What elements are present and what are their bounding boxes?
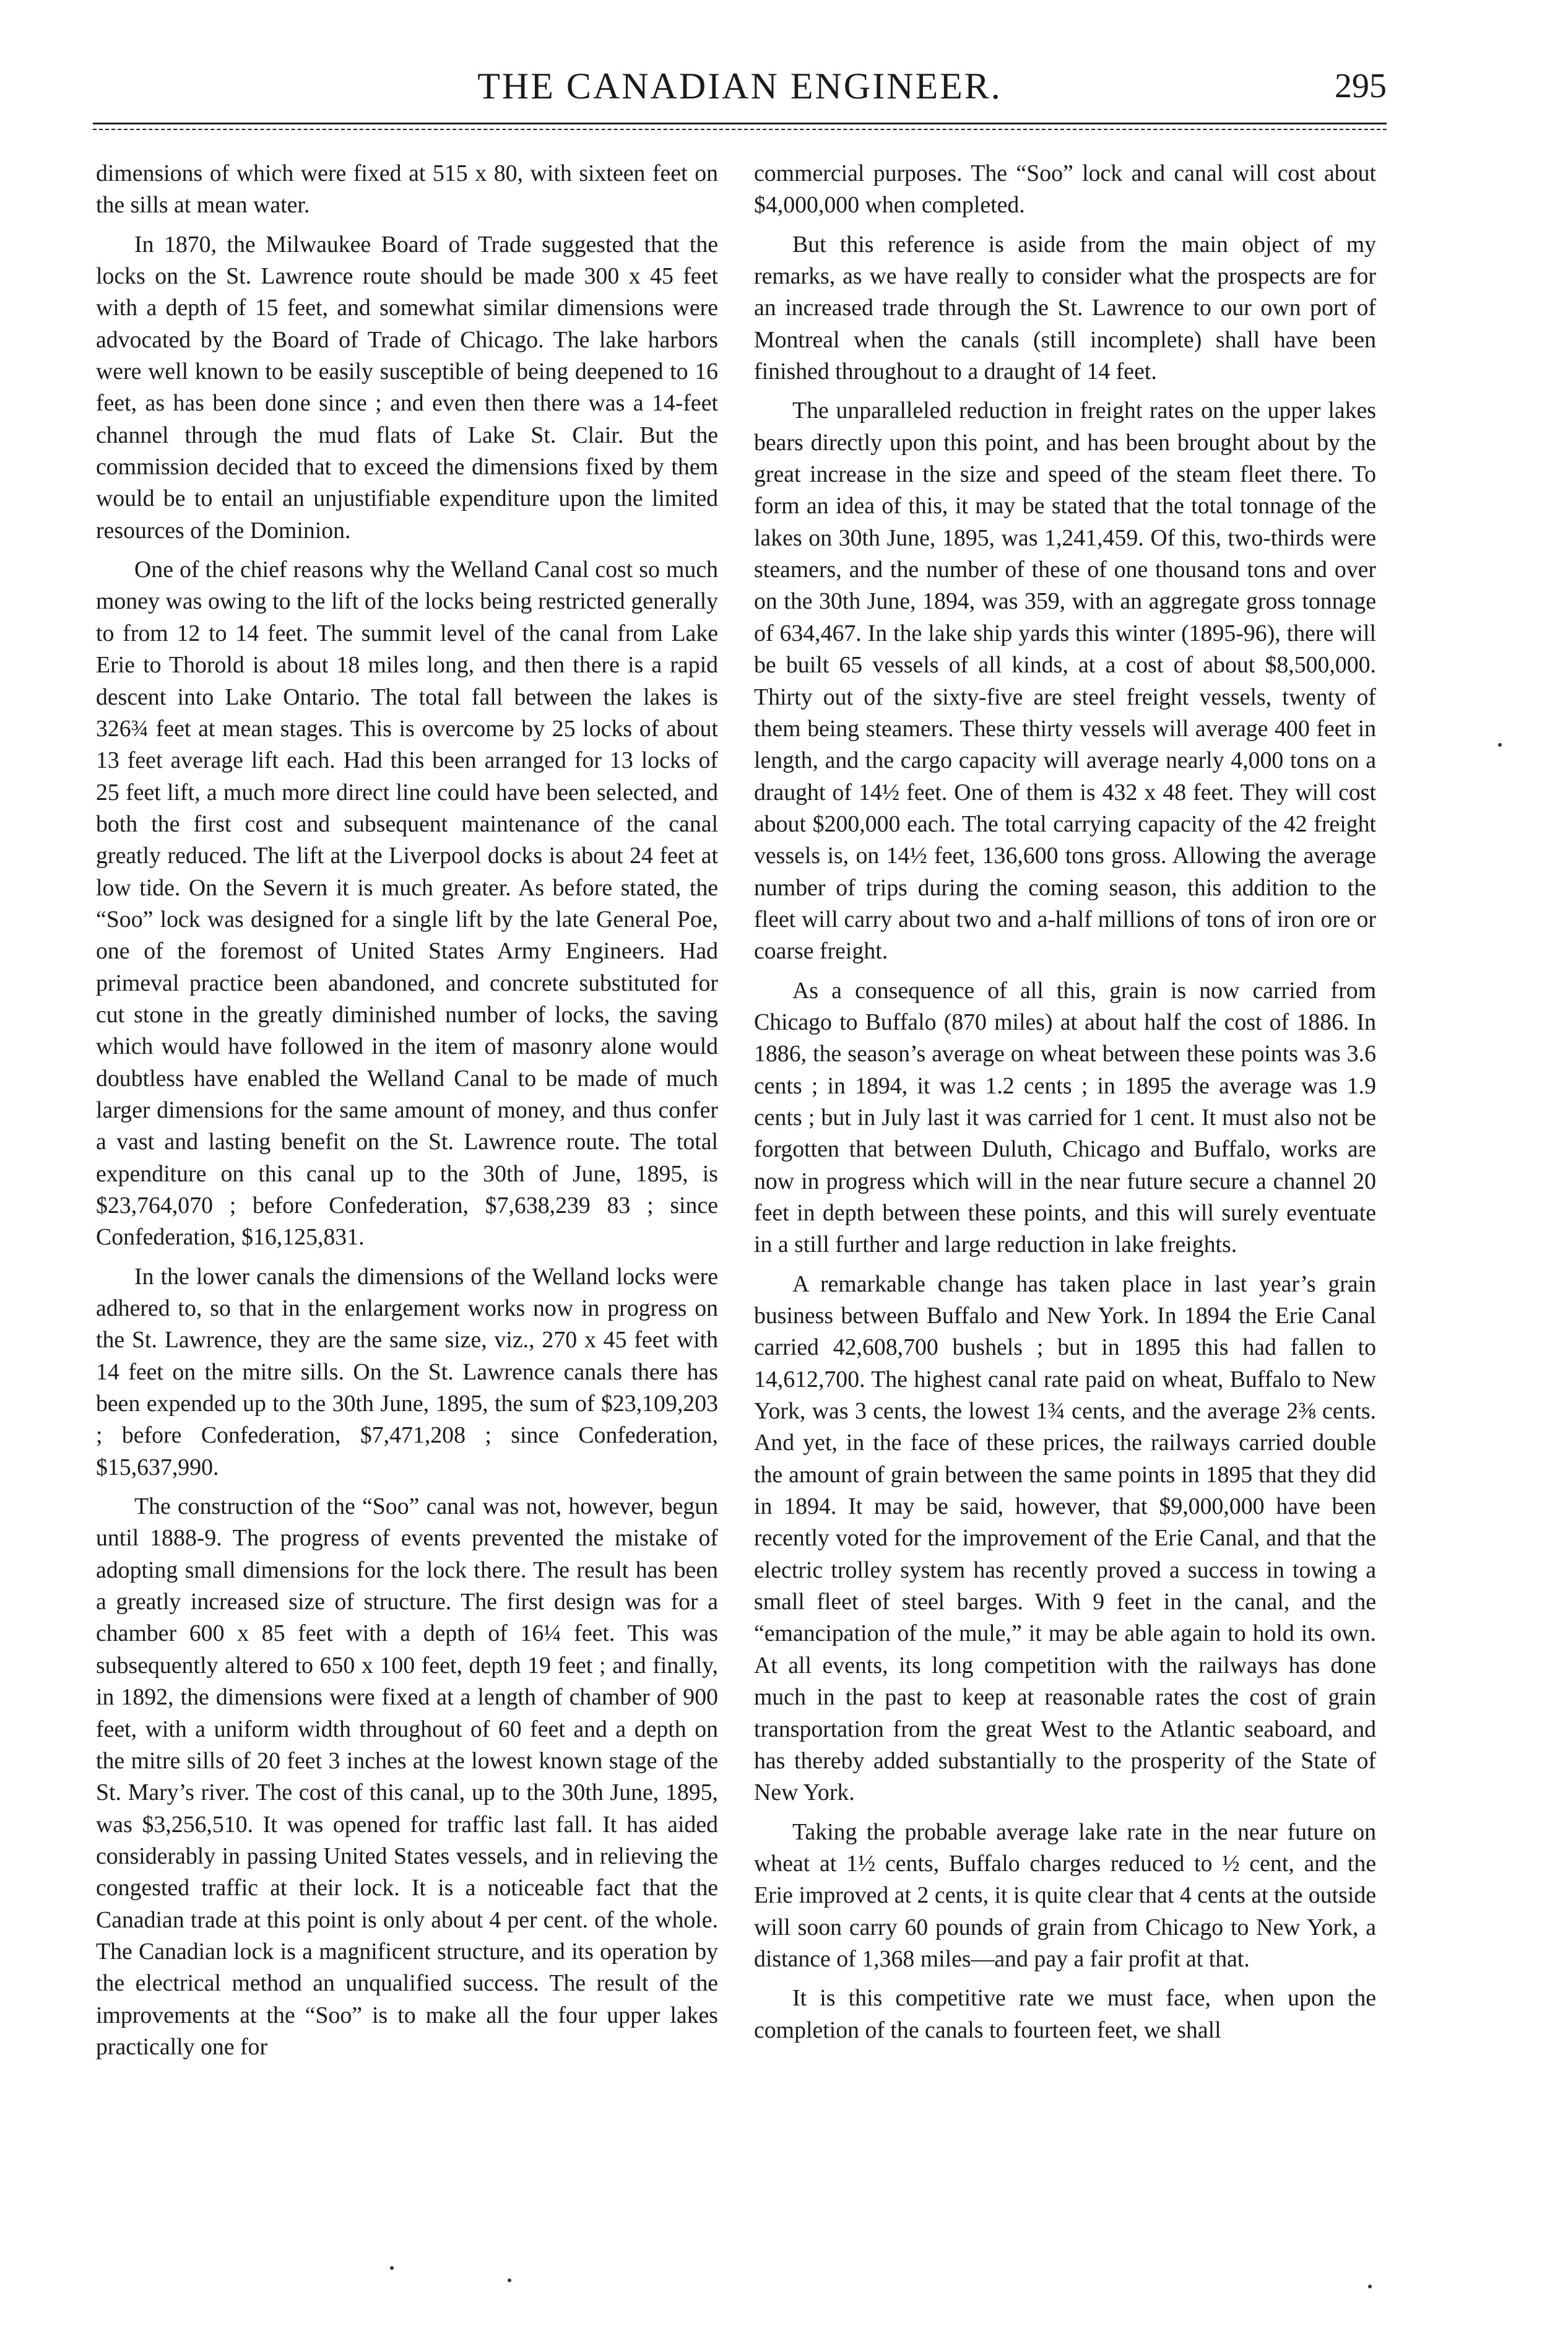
paragraph: It is this competitive rate we must face, when upon the completion of the canals to fourteen feet, we shall [754,1985,1376,2043]
paragraph: The unparalleled reduction in freight rates on the upper lakes bears directly upon this point, and has been brought about by the great increase in the size and speed of the steam fleet there. To form an idea of this, it may be stated that the total tonnage of the lakes on 30th June, 1895, was 1,241,459. Of this, two-thirds were steamers, and the number of these of one thousand tons and over on the 30th June, 1894, was 359, with an aggregate gross tonnage of 634,467. In the lake ship yards this winter (1895-96), there will be built 65 vessels of all kinds, at a cost of about $8,500,000. Thirty out of the sixty-five are steel freight vessels, twenty of them being steamers. These thirty vessels will average 400 feet in length, and the cargo capacity will average nearly 4,000 tons on a draught of 14½ feet. One of them is 432 x 48 feet. They will cost about $200,000 each. The total carrying capacity of the 42 freight vessels is, on 14½ feet, 136,600 tons gross. Allowing the average number of trips during the coming season, this addition to the fleet will carry about two and a-half millions of tons of iron ore or coarse freight. [754,397,1376,965]
paragraph: The construction of the “Soo” canal was not, however, begun until 1888-9. The progress of events prevented the mistake of adopting small dimensions for the lock there. The result has been a greatly increased size of structure. The first design was for a chamber 600 x 85 feet with a depth of 16¼ feet. This was subsequently altered to 650 x 100 feet, depth 19 feet ; and finally, in 1892, the dimensions were fixed at a length of chamber of 900 feet, with a uniform width throughout of 60 feet and a depth on the mitre sills of 20 feet 3 inches at the lowest known stage of the St. Mary’s river. The cost of this canal, up to the 30th June, 1895, was $3,256,510. It was opened for traffic last fall. It has aided considerably in passing United States vessels, and in relieving the congested traffic at their lock. It is a noticeable fact that the Canadian trade at this point is only about 4 per cent. of the whole. The Canadian lock is a magnificent structure, and its operation by the electrical method an unqualified success. The result of the improvements at the “Soo” is to make all the four upper lakes practically one for [96,1493,718,2060]
paragraph: Taking the probable average lake rate in the near future on wheat at 1½ cents, Buffalo charges reduced to ½ cent, and the Erie improved at 2 cents, it is quite clear that 4 cents at the outside will soon carry 60 pounds of grain from Chicago to New York, a distance of 1,368 miles—and pay a fair profit at that. [754,1818,1376,1972]
left-column [96,158,718,2070]
paragraph: But this reference is aside from the main object of my remarks, as we have really to consider what the prospects are for an increased trade through the St. Lawrence to our own port of Montreal when the canals (still incomplete) shall have been finished throughout to a draught of 14 feet. [754,231,1376,385]
header-rule-dashed [93,129,1387,130]
paragraph: In 1870, the Milwaukee Board of Trade suggested that the locks on the St. Lawrence route should be made 300 x 45 feet with a depth of 15 feet, and somewhat similar dimensions were advocated by the Board of Trade of Chicago. The lake harbors were well known to be easily susceptible of being deepened to 16 feet, as has been done since ; and even then there was a 14-feet channel through the mud flats of Lake St. Clair. But the commission decided that to exceed the dimensions fixed by them would be to entail an unjustifiable expenditure upon the limited resources of the Dominion. [96,231,718,544]
paragraph: dimensions of which were fixed at 515 x 80, with sixteen feet on the sills at mean water. [96,160,718,219]
paragraph: A remarkable change has taken place in last year’s grain business between Buffalo and New York. In 1894 the Erie Canal carried 42,608,700 bushels ; but in 1895 this had fallen to 14,612,700. The highest canal rate paid on wheat, Buffalo to New York, was 3 cents, the lowest 1¾ cents, and the average 2⅜ cents. And yet, in the face of these prices, the railways carried double the amount of grain between the same points in 1895 that they did in 1894. It may be said, however, that $9,000,000 have been recently voted for the improvement of the Erie Canal, and that the electric trolley system has recently proved a success in towing a small fleet of steel barges. With 9 feet in the canal, and the “emancipation of the mule,” it may be able again to hold its own. At all events, its long competition with the railways has done much in the past to keep at reasonable rates the cost of grain transportation from the great West to the Atlantic seaboard, and has thereby added substantially to the prosperity of the State of New York. [754,1270,1376,1806]
paragraph: commercial purposes. The “Soo” lock and canal will cost about $4,000,000 when completed. [754,160,1376,219]
scan-speck [390,2266,394,2270]
page-header [93,65,1387,115]
paragraph: In the lower canals the dimensions of the Welland locks were adhered to, so that in the enlargement works now in progress on the St. Lawrence, they are the same size, viz., 270 x 45 feet with 14 feet on the mitre sills. On the St. Lawrence canals there has been expended up to the 30th June, 1895, the sum of $23,109,203 ; before Confederation, $7,471,208 ; since Confederation, $15,637,990. [96,1263,718,1480]
scan-speck [1368,2285,1372,2288]
paragraph: As a consequence of all this, grain is now carried from Chicago to Buffalo (870 miles) at about half the cost of 1886. In 1886, the season’s average on wheat between these points was 3.6 cents ; in 1894, it was 1.2 cents ; in 1895 the average was 1.9 cents ; but in July last it was carried for 1 cent. It must also not be forgotten that between Duluth, Chicago and Buffalo, works are now in progress which will in the near future secure a channel 20 feet in depth between these points, and this will surely eventuate in a still further and large reduction in lake freights. [754,977,1376,1258]
scan-speck [1498,743,1502,747]
scan-speck [508,2278,511,2282]
journal-title: THE CANADIAN ENGINEER. [477,66,1002,106]
right-column [754,158,1376,2054]
page-number: 295 [1335,67,1387,105]
paragraph: One of the chief reasons why the Welland Canal cost so much money was owing to the lift of the locks being restricted generally to from 12 to 14 feet. The summit level of the canal from Lake Erie to Thorold is about 18 miles long, and then there is a rapid descent into Lake Ontario. The total fall between the lakes is 326¾ feet at mean stages. This is overcome by 25 locks of about 13 feet average lift each. Had this been arranged for 13 locks of 25 feet lift, a much more direct line could have been selected, and both the first cost and subsequent maintenance of the canal greatly reduced. The lift at the Liverpool docks is about 24 feet at low tide. On the Severn it is much greater. As before stated, the “Soo” lock was designed for a single lift by the late General Poe, one of the foremost of United States Army Engineers. Had primeval practice been abandoned, and concrete substituted for cut stone in the greatly diminished number of locks, the saving which would have followed in the item of masonry alone would doubtless have enabled the Welland Canal to be made of much larger dimensions for the same amount of money, and thus confer a vast and lasting benefit on the St. Lawrence route. The total expenditure on this canal up to the 30th of June, 1895, is $23,764,070 ; before Confederation, $7,638,239 83 ; since Confederation, $16,125,831. [96,557,718,1251]
header-rule [93,123,1387,124]
